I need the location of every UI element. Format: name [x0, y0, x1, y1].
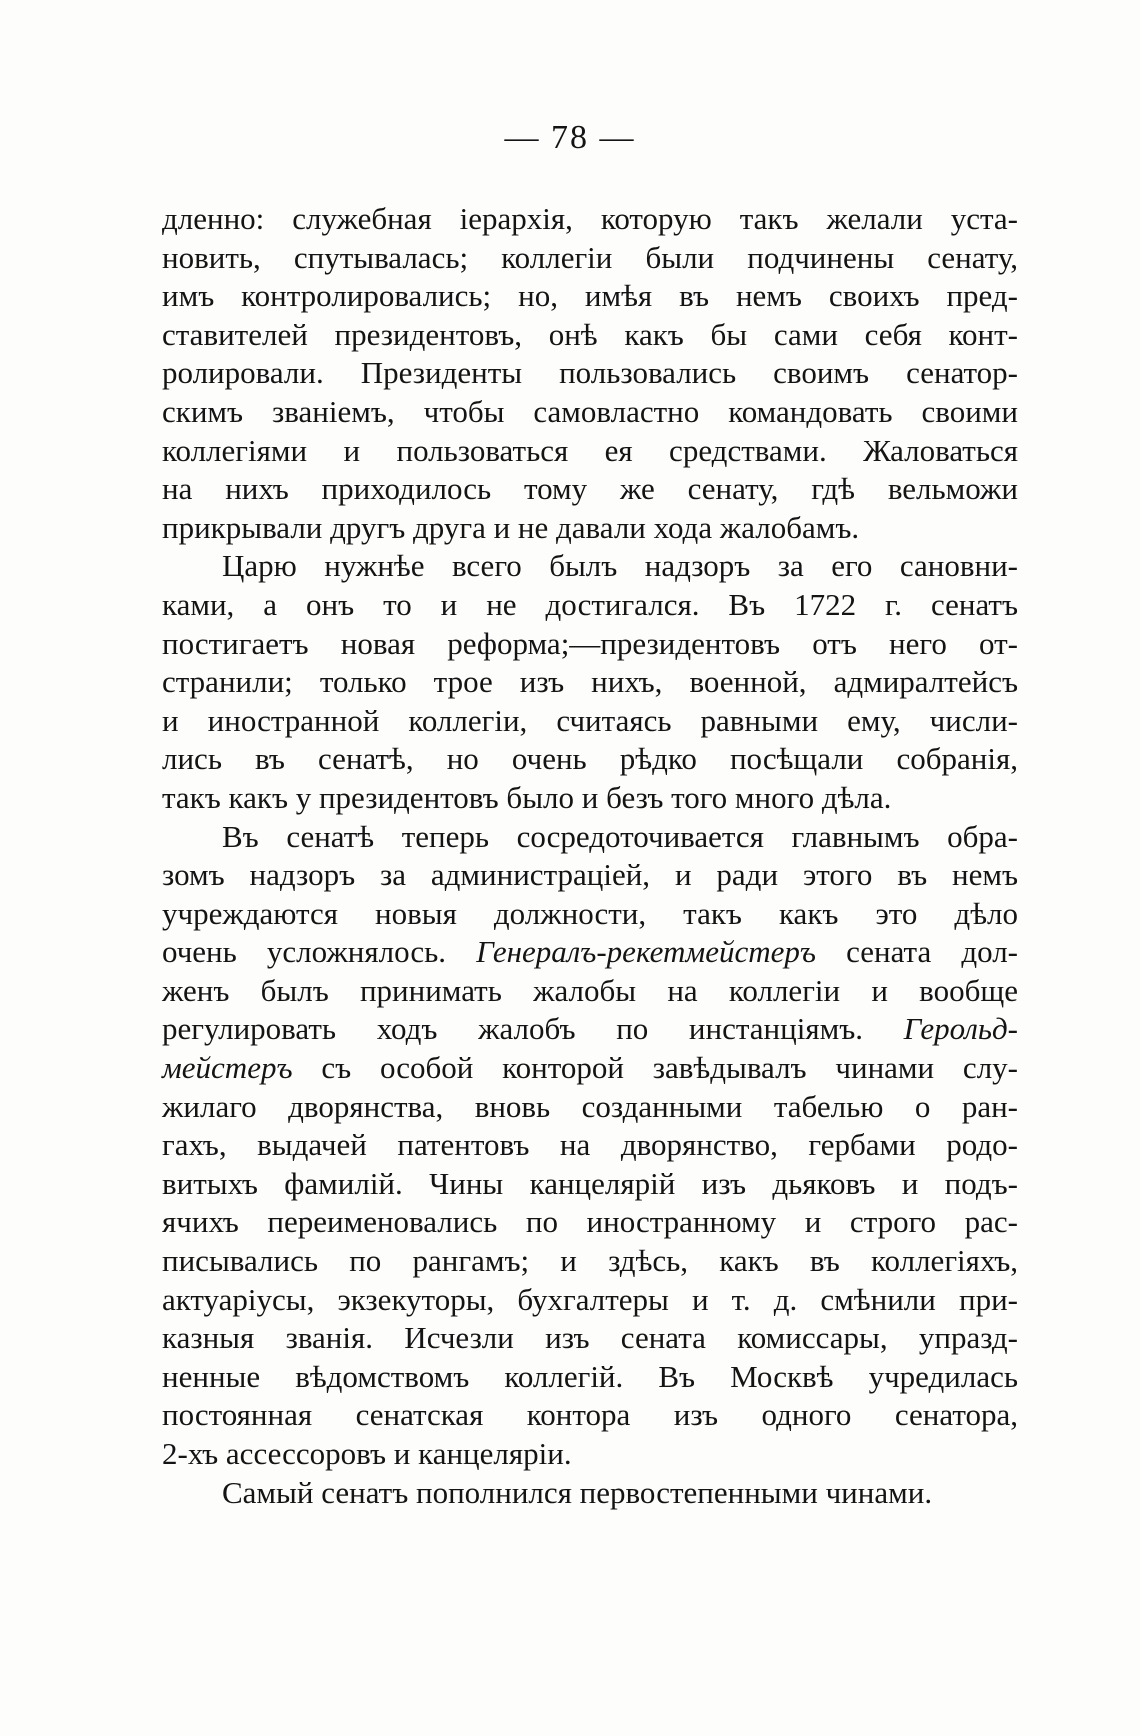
text-line: [162, 1242, 1018, 1281]
text-segment: писывались по рангамъ; и здѣсь, какъ въ коллегіяхъ,: [162, 1243, 1018, 1279]
paragraph: [162, 547, 1018, 817]
italic-term: Генералъ-рекетмейстеръ: [476, 934, 816, 970]
text-segment: коллегіями и пользоваться ея средствами. Жаловаться: [162, 432, 1018, 468]
paragraph: [162, 818, 1018, 1474]
text-line: [162, 1088, 1018, 1127]
text-line: [162, 1165, 1018, 1204]
text-segment: актуаріусы, экзекуторы, бухгалтеры и т. д. смѣнили при-: [162, 1281, 1018, 1317]
text-line: [162, 779, 1018, 818]
text-line: [162, 316, 1018, 355]
text-line: [162, 200, 1018, 239]
text-segment: постигаетъ новая реформа;—президентовъ отъ него от-: [162, 625, 1018, 661]
text-line: [162, 277, 1018, 316]
text-segment: скимъ званіемъ, чтобы самовластно командовать своими: [162, 393, 1018, 429]
text-line: [162, 972, 1018, 1011]
text-line: [162, 856, 1018, 895]
text-segment: жилаго дворянства, вновь созданными табелью о ран-: [162, 1088, 1018, 1124]
text-line: [162, 1126, 1018, 1165]
text-line: [162, 1358, 1018, 1397]
text-segment: казныя званія. Исчезли изъ сената комиссары, упразд-: [162, 1320, 1018, 1356]
text-segment: имъ контролировались; но, имѣя въ немъ своихъ пред-: [162, 278, 1018, 314]
text-line: [162, 740, 1018, 779]
text-segment: странили; только трое изъ нихъ, военной, адмиралтейсъ: [162, 664, 1018, 700]
text-line: [162, 625, 1018, 664]
text-line: [162, 1010, 1018, 1049]
italic-term: мейстеръ: [162, 1050, 293, 1086]
text-line: [162, 547, 1018, 586]
paragraph: [162, 200, 1018, 547]
body-text: [162, 200, 1018, 1512]
text-line: [162, 470, 1018, 509]
text-segment: Въ сенатѣ теперь сосредоточивается главнымъ обра-: [222, 818, 1018, 854]
text-segment: гахъ, выдачей патентовъ на дворянство, гербами родо-: [162, 1127, 1018, 1163]
text-line: [162, 1203, 1018, 1242]
text-segment: дленно: служебная іерархія, которую такъ желали уста-: [162, 201, 1018, 236]
text-line: [162, 354, 1018, 393]
text-segment: Самый сенатъ пополнился первостепенными чинами.: [222, 1474, 933, 1510]
text-line: [162, 933, 1018, 972]
italic-term: Герольд-: [903, 1011, 1018, 1047]
text-line: [162, 702, 1018, 741]
text-line: [162, 1049, 1018, 1088]
text-segment: новить, спутывалась; коллегіи были подчинены сенату,: [162, 239, 1018, 275]
text-segment: женъ былъ принимать жалобы на коллегіи и вообще: [162, 972, 1018, 1008]
text-line: [162, 509, 1018, 548]
text-segment: постоянная сенатская контора изъ одного сенатора,: [162, 1397, 1018, 1433]
text-segment: прикрывали другъ друга и не давали хода жалобамъ.: [162, 509, 860, 545]
text-line: [162, 239, 1018, 278]
text-segment: съ особой конторой завѣдывалъ чинами слу-: [292, 1050, 1018, 1086]
text-segment: ками, а онъ то и не достигался. Въ 1722 г. сенатъ: [162, 586, 1018, 622]
text-line: [162, 1396, 1018, 1435]
text-line: [162, 895, 1018, 934]
text-segment: ненные вѣдомствомъ коллегій. Въ Москвѣ учредилась: [162, 1358, 1018, 1394]
text-segment: ячихъ переименовались по иностранному и строго рас-: [162, 1204, 1018, 1240]
text-line: [162, 1435, 1018, 1474]
text-segment: очень усложнялось.: [162, 934, 477, 970]
text-line: [162, 663, 1018, 702]
text-line: [162, 1319, 1018, 1358]
text-segment: лись въ сенатѣ, но очень рѣдко посѣщали собранія,: [162, 741, 1018, 777]
text-segment: ролировали. Президенты пользовались своимъ сенатор-: [162, 355, 1018, 391]
page-number: — 78 —: [504, 119, 636, 156]
text-line: [162, 1474, 1018, 1513]
text-line: [162, 818, 1018, 857]
text-segment: ставителей президентовъ, онѣ какъ бы сами себя конт-: [162, 316, 1018, 352]
text-segment: и иностранной коллегіи, считаясь равными ему, числи-: [162, 702, 1018, 738]
text-segment: Царю нужнѣе всего былъ надзоръ за его сановни-: [222, 548, 1018, 584]
text-segment: на нихъ приходилось тому же сенату, гдѣ вельможи: [162, 471, 1018, 507]
text-segment: такъ какъ у президентовъ было и безъ того много дѣла.: [162, 779, 892, 815]
text-segment: витыхъ фамилій. Чины канцелярій изъ дьяковъ и подъ-: [162, 1165, 1018, 1201]
paragraph: [162, 1474, 1018, 1513]
text-line: [162, 432, 1018, 471]
text-line: [162, 1281, 1018, 1320]
text-segment: регулировать ходъ жалобъ по инстанціямъ.: [162, 1011, 904, 1047]
text-segment: 2-хъ ассессоровъ и канцеляріи.: [162, 1436, 572, 1471]
text-segment: сената дол-: [815, 934, 1018, 970]
text-line: [162, 393, 1018, 432]
text-line: [162, 586, 1018, 625]
text-segment: зомъ надзоръ за администраціей, и ради этого въ немъ: [162, 857, 1018, 893]
text-segment: учреждаются новыя должности, такъ какъ это дѣло: [162, 895, 1018, 931]
